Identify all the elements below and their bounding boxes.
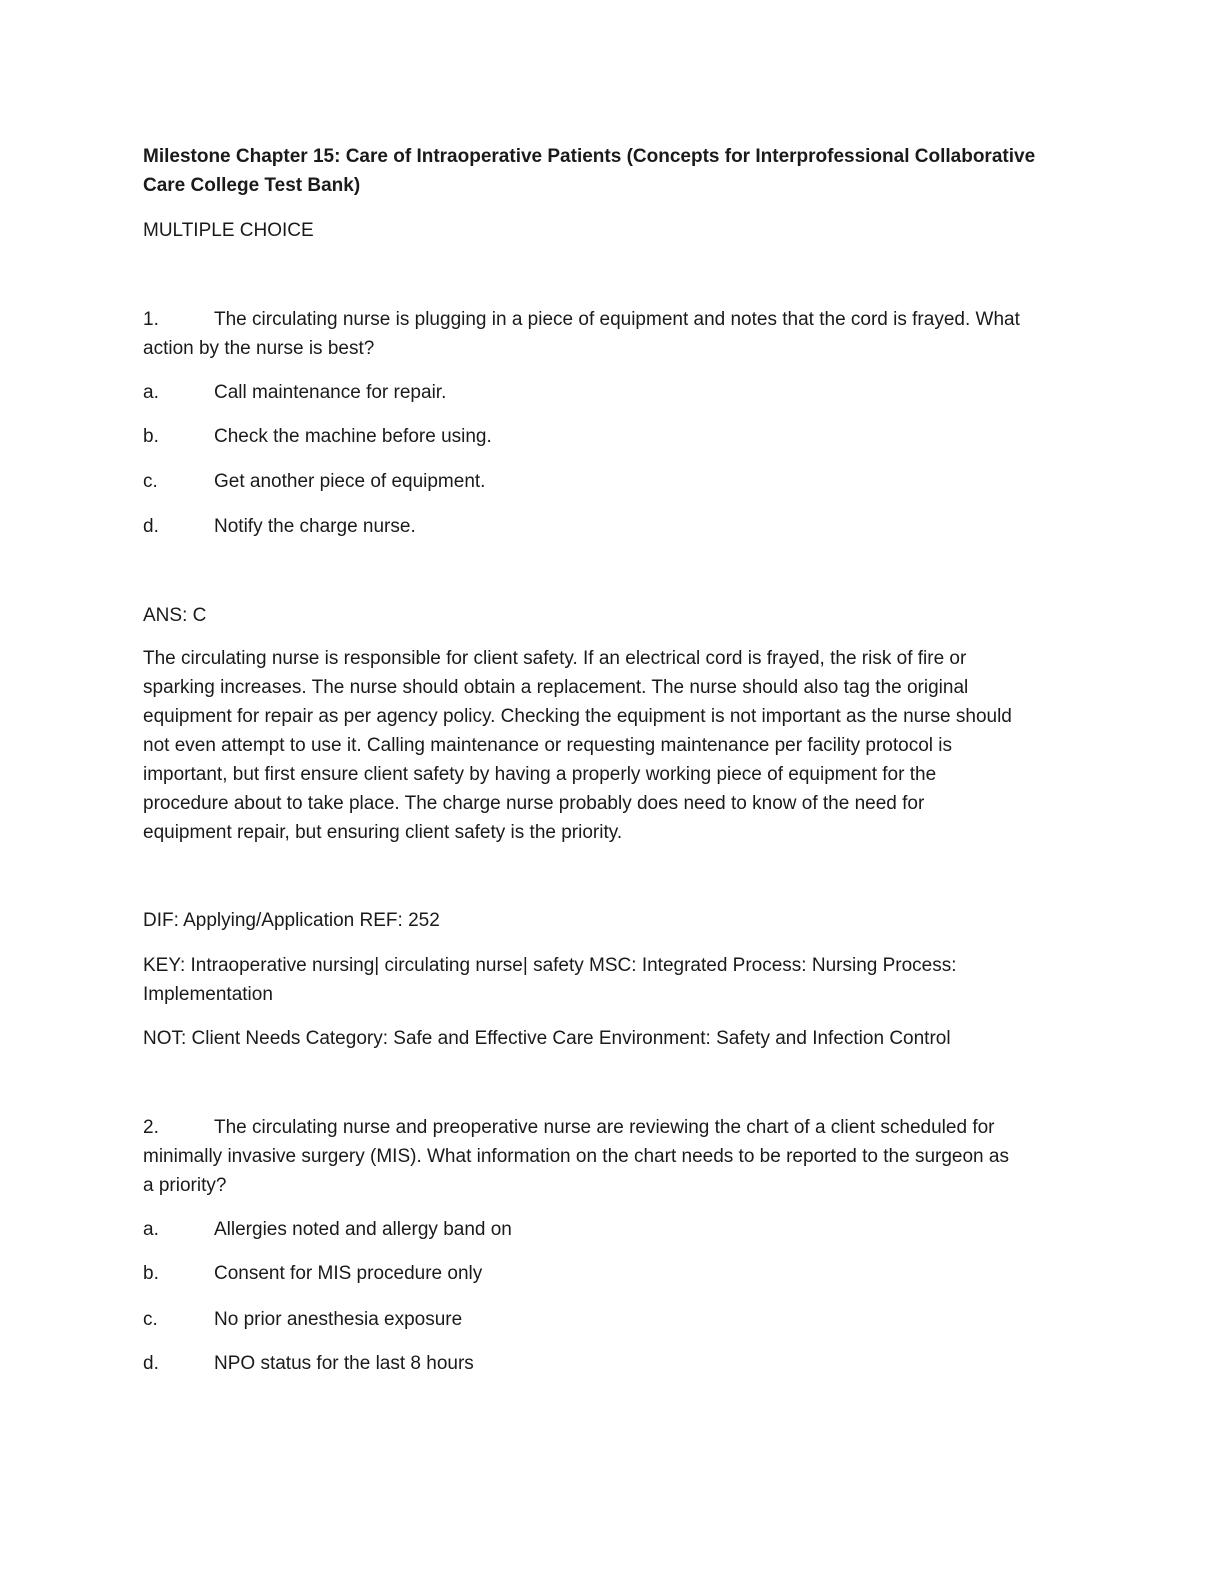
rationale-line: equipment repair, but ensuring client safety is the priority. [143, 822, 623, 843]
question-stem-line: a priority? [143, 1175, 227, 1196]
option-d [143, 1349, 474, 1378]
option-a [143, 1215, 512, 1244]
question-2-stem [143, 1113, 1083, 1200]
difficulty-reference: DIF: Applying/Application REF: 252 [143, 910, 440, 931]
keywords-block [143, 951, 1083, 1009]
option-c [143, 467, 485, 496]
option-letter: a. [143, 1219, 159, 1240]
option-b [143, 422, 492, 451]
question-number: 1. [143, 309, 159, 330]
option-text: Consent for MIS procedure only [214, 1263, 483, 1284]
option-text: No prior anesthesia exposure [214, 1309, 463, 1330]
option-text: Allergies noted and allergy band on [214, 1219, 512, 1240]
rationale-line: procedure about to take place. The charge nurse probably does need to know of the need for [143, 793, 925, 814]
option-text: Check the machine before using. [214, 426, 492, 447]
option-letter: d. [143, 1353, 159, 1374]
title-line-2: Care College Test Bank) [143, 175, 361, 196]
option-a [143, 378, 446, 407]
option-letter: c. [143, 1309, 158, 1330]
document-title [143, 142, 1083, 200]
rationale-line: important, but first ensure client safety by having a properly working piece of equipment for the [143, 764, 937, 785]
keywords-line: KEY: Intraoperative nursing| circulating nurse| safety MSC: Integrated Process: Nursing Process: [143, 955, 957, 976]
question-stem-line: minimally invasive surgery (MIS). What information on the chart needs to be reported to the surgeon as [143, 1146, 1009, 1167]
question-1-stem [143, 305, 1083, 363]
option-text: Notify the charge nurse. [214, 516, 416, 537]
rationale-line: The circulating nurse is responsible for client safety. If an electrical cord is frayed, the risk of fire or [143, 648, 967, 669]
question-stem-line: The circulating nurse is plugging in a piece of equipment and notes that the cord is frayed. What [214, 309, 1020, 330]
question-number: 2. [143, 1117, 159, 1138]
option-c [143, 1305, 462, 1334]
option-text: Call maintenance for repair. [214, 382, 447, 403]
section-label: MULTIPLE CHOICE [143, 220, 314, 241]
option-b [143, 1259, 482, 1288]
answer-key: ANS: C [143, 605, 207, 626]
client-needs-note: NOT: Client Needs Category: Safe and Effective Care Environment: Safety and Infection Control [143, 1028, 951, 1049]
rationale-line: sparking increases. The nurse should obtain a replacement. The nurse should also tag the original [143, 677, 969, 698]
option-letter: a. [143, 382, 159, 403]
option-letter: c. [143, 471, 158, 492]
rationale-line: equipment for repair as per agency policy. Checking the equipment is not important as the nurse should [143, 706, 1012, 727]
title-line-1: Milestone Chapter 15: Care of Intraoperative Patients (Concepts for Interprofessional Collaborative [143, 146, 1036, 167]
option-letter: b. [143, 1263, 159, 1284]
rationale-line: not even attempt to use it. Calling maintenance or requesting maintenance per facility protocol is [143, 735, 953, 756]
question-stem-line: The circulating nurse and preoperative nurse are reviewing the chart of a client scheduled for [214, 1117, 995, 1138]
question-stem-line: action by the nurse is best? [143, 338, 375, 359]
option-d [143, 512, 416, 541]
option-letter: d. [143, 516, 159, 537]
option-text: Get another piece of equipment. [214, 471, 486, 492]
option-letter: b. [143, 426, 159, 447]
option-text: NPO status for the last 8 hours [214, 1353, 474, 1374]
keywords-line: Implementation [143, 984, 273, 1005]
rationale-paragraph [143, 644, 1083, 847]
